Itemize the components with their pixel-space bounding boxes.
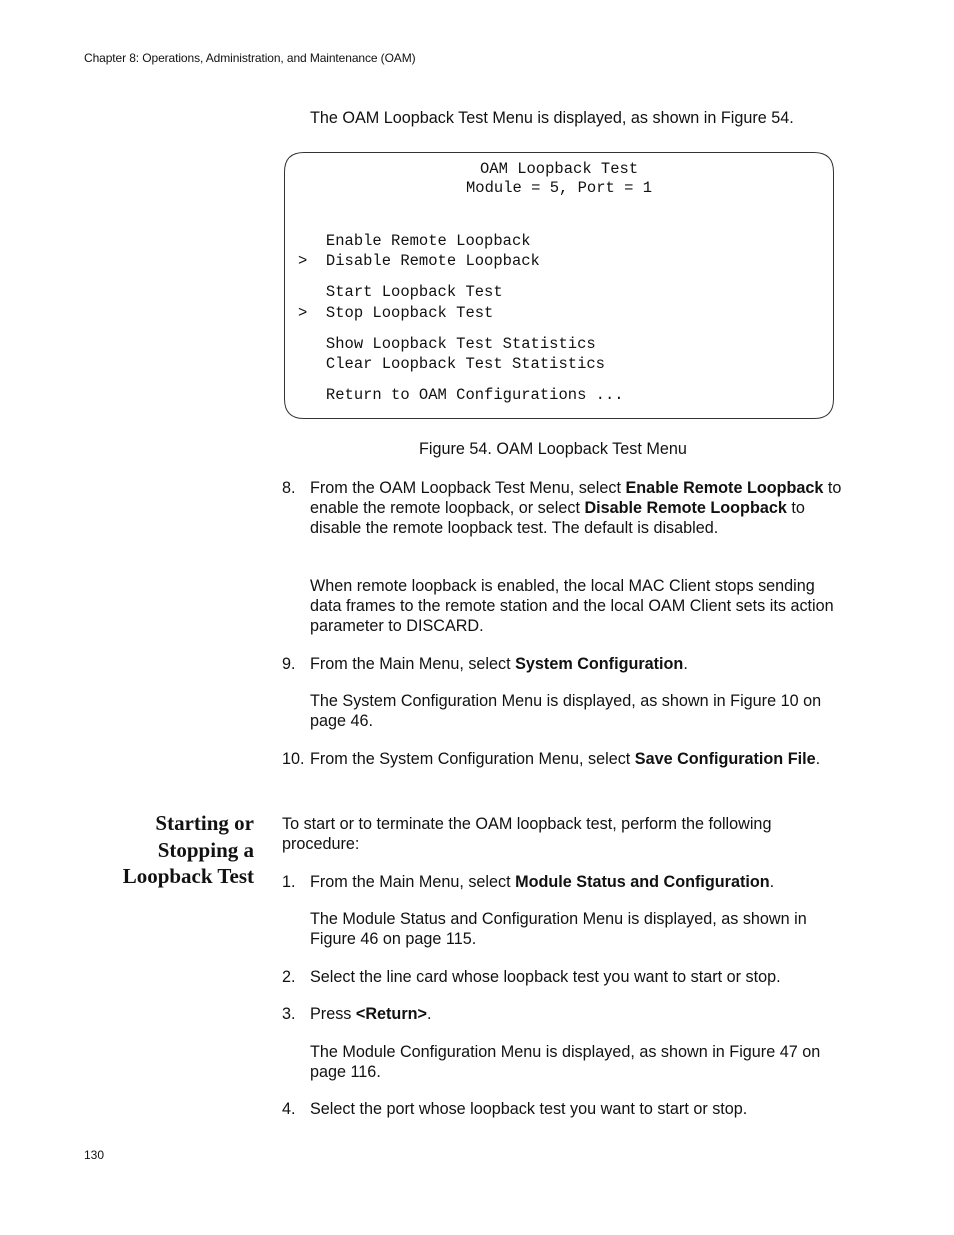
menu-marker (298, 386, 307, 404)
intro-text: The OAM Loopback Test Menu is displayed, as shown in Figure 54. (310, 109, 794, 127)
step-text: Select the line card whose loopback test you want to start or stop. (310, 968, 781, 986)
step-text: From the Main Menu, select Module Status and Configuration. (310, 873, 775, 891)
menu-item-return[interactable] (298, 385, 624, 405)
step-note: When remote loopback is enabled, the local MAC Client stops sending data frames to the remote station and the local OAM Client sets its action parameter to DISCARD. (310, 577, 834, 635)
terminal-title: OAM Loopback Test (480, 160, 639, 178)
menu-item-stop-loopback-test[interactable] (298, 303, 493, 323)
menu-item-disable-remote-loopback[interactable] (298, 251, 540, 271)
step-text: From the OAM Loopback Test Menu, select Enable Remote Loopback to enable the remote loopback, or select Disable Remote Loopback to disable the remote loopback test. The default is disabled. (310, 479, 842, 537)
menu-marker: > (298, 252, 308, 270)
step-note: The System Configuration Menu is displayed, as shown in Figure 10 on page 46. (310, 692, 822, 730)
section-heading: Starting or Stopping a Loopback Test (122, 811, 254, 888)
step-number: 1. (282, 873, 296, 891)
step-number: 8. (282, 479, 296, 497)
step-text: Select the port whose loopback test you want to start or stop. (310, 1100, 748, 1118)
menu-item-start-loopback-test[interactable] (298, 282, 503, 302)
step-number: 4. (282, 1100, 296, 1118)
menu-item-show-statistics[interactable] (298, 334, 596, 354)
menu-label: Enable Remote Loopback (325, 232, 531, 250)
menu-marker (298, 232, 307, 250)
step-note: The Module Status and Configuration Menu is displayed, as shown in Figure 46 on page 115. (310, 910, 807, 948)
step-note: The Module Configuration Menu is displayed, as shown in Figure 47 on page 116. (310, 1043, 821, 1081)
menu-item-enable-remote-loopback[interactable] (298, 231, 531, 251)
step-number: 3. (282, 1005, 296, 1023)
menu-item-clear-statistics[interactable] (298, 354, 605, 374)
step-text: Press <Return>. (310, 1005, 432, 1023)
menu-marker (298, 355, 307, 373)
menu-label: Stop Loopback Test (325, 304, 494, 322)
section-intro: To start or to terminate the OAM loopback test, perform the following procedure: (282, 815, 772, 853)
step-number: 2. (282, 968, 296, 986)
menu-label: Show Loopback Test Statistics (325, 335, 596, 353)
step-text: From the Main Menu, select System Configuration. (310, 655, 688, 673)
terminal-screen (284, 152, 834, 419)
menu-label: Clear Loopback Test Statistics (325, 355, 605, 373)
menu-label: Return to OAM Configurations ... (325, 386, 624, 404)
running-head: Chapter 8: Operations, Administration, and Maintenance (OAM) (84, 51, 416, 65)
step-text: From the System Configuration Menu, select Save Configuration File. (310, 750, 821, 768)
menu-label: Disable Remote Loopback (325, 252, 540, 270)
menu-marker (298, 335, 307, 353)
step-number: 10. (282, 750, 305, 768)
step-number: 9. (282, 655, 296, 673)
menu-marker: > (298, 304, 308, 322)
menu-label: Start Loopback Test (325, 283, 503, 301)
terminal-subtitle: Module = 5, Port = 1 (466, 179, 653, 197)
figure-caption: Figure 54. OAM Loopback Test Menu (419, 440, 687, 458)
menu-marker (298, 283, 307, 301)
page-number: 130 (84, 1148, 105, 1162)
